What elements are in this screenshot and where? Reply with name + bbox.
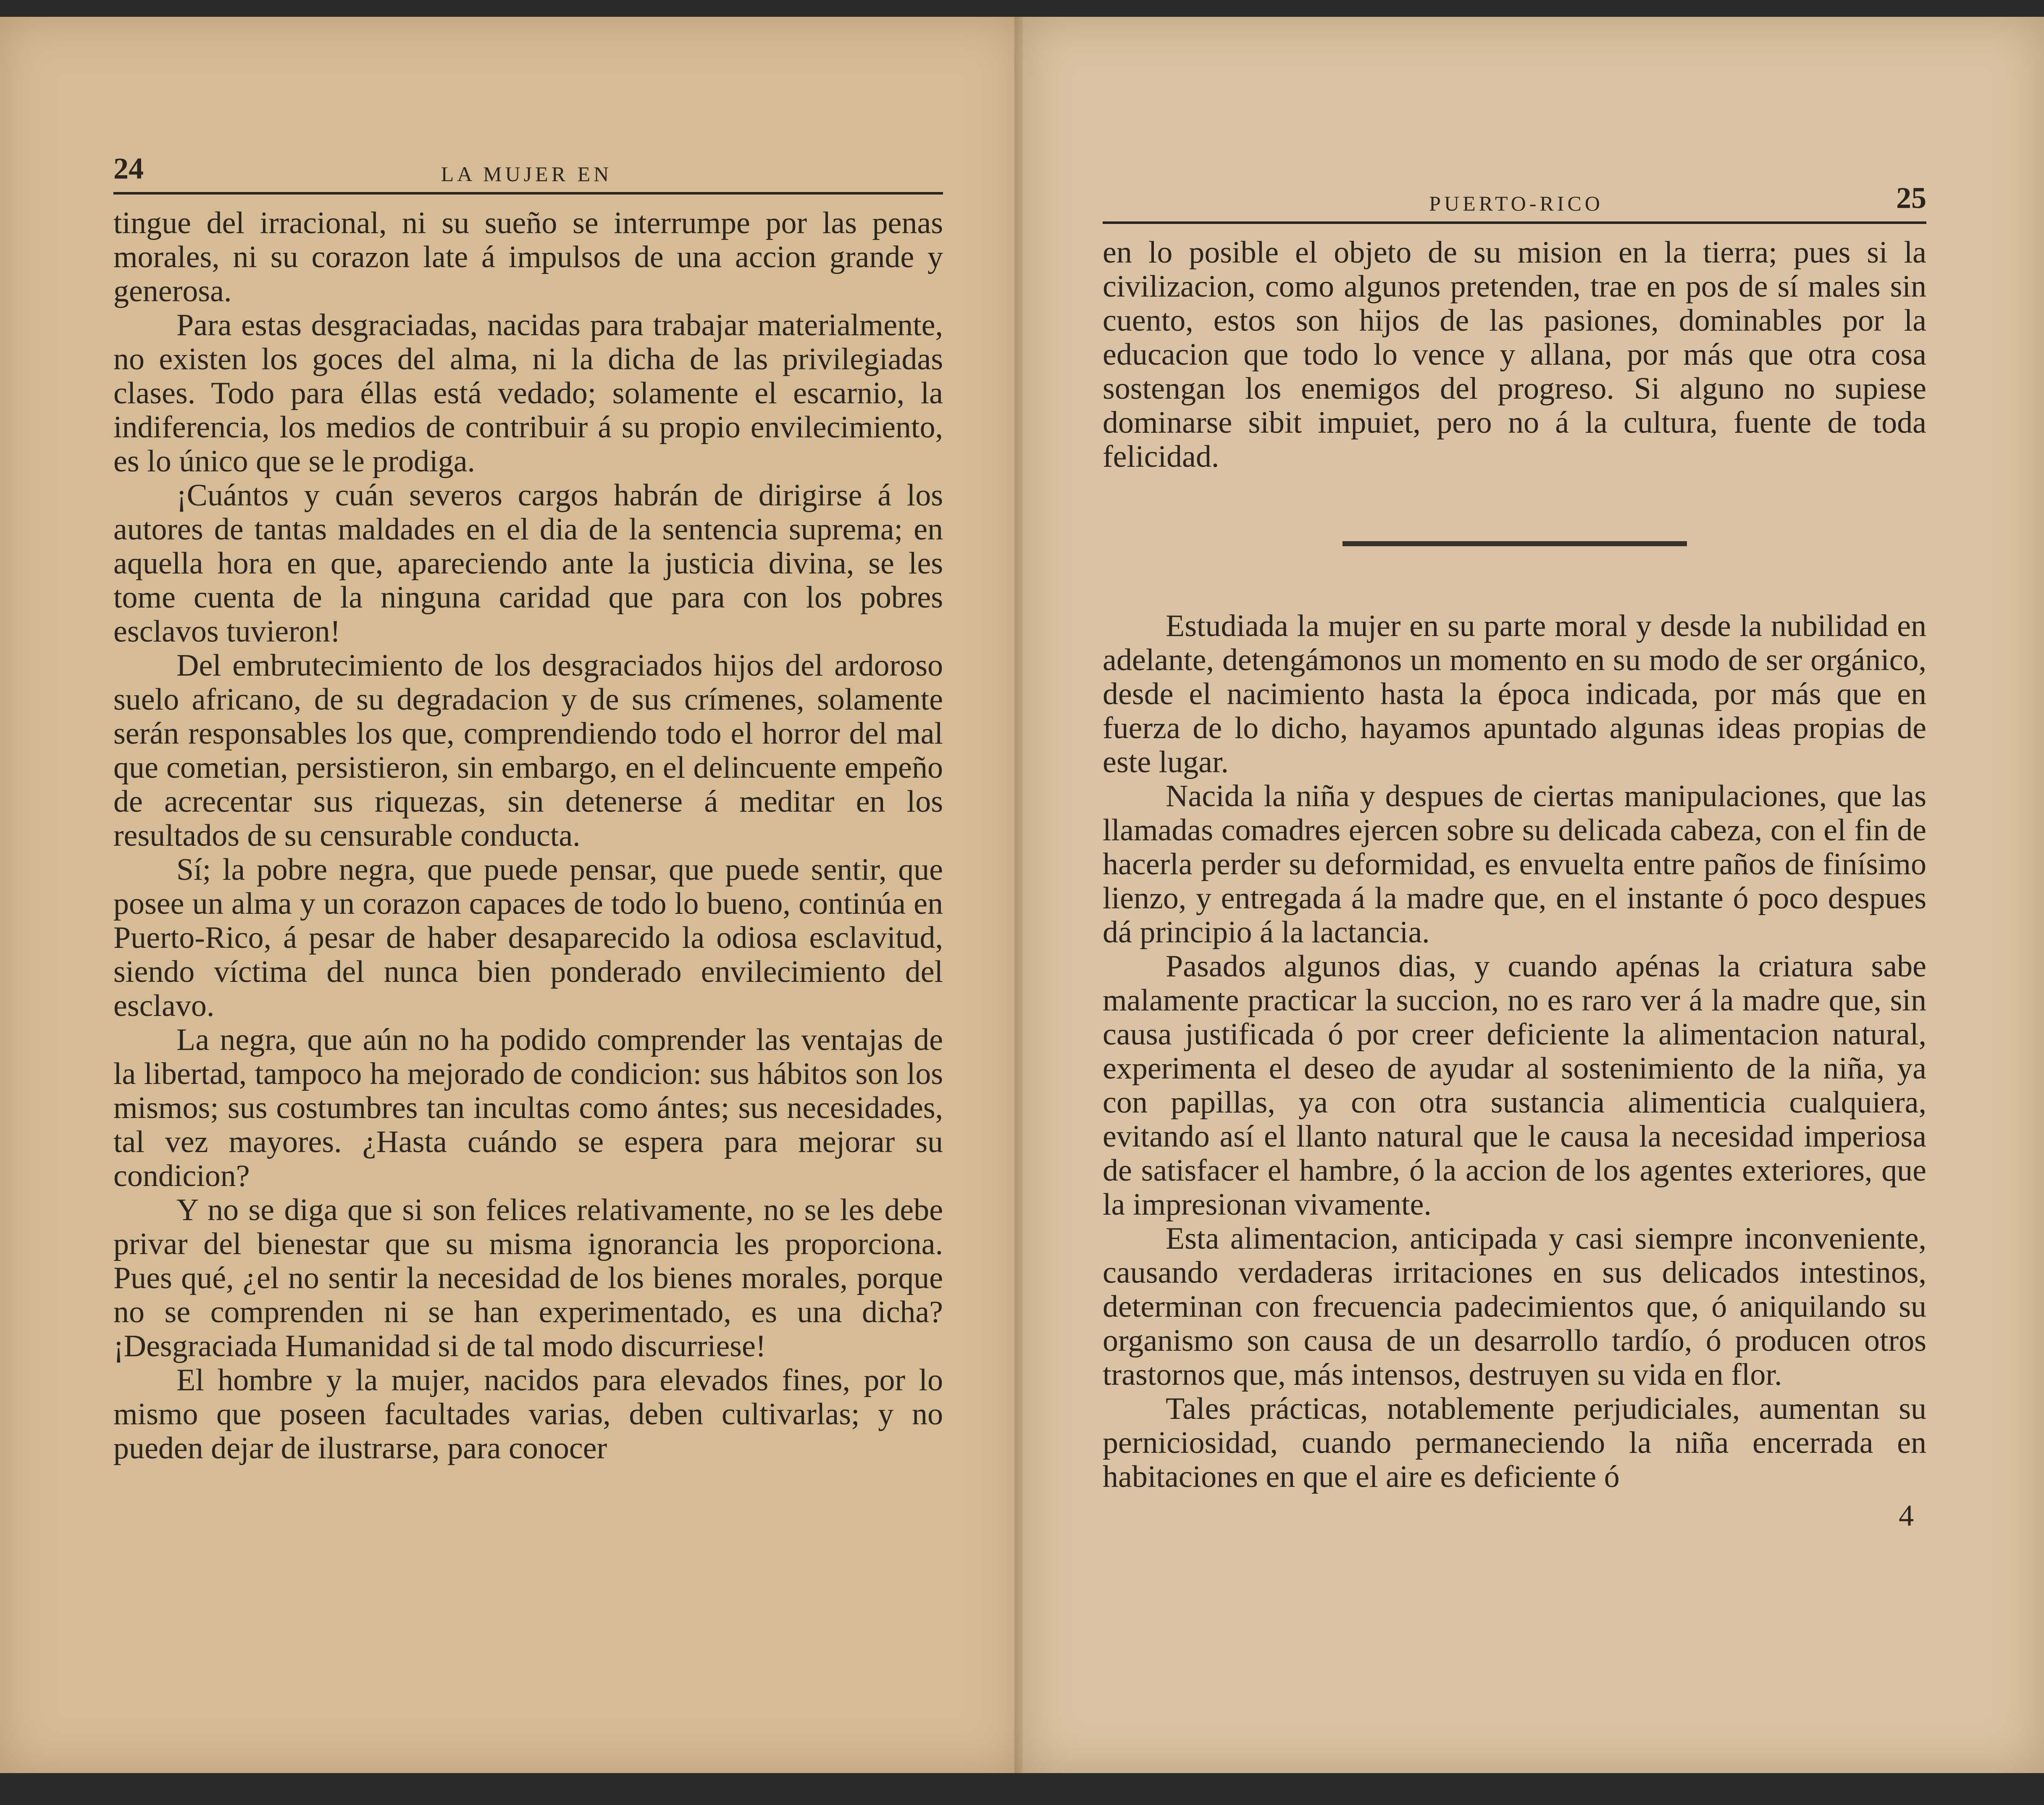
right-paragraph: Nacida la niña y despues de ciertas manipulaciones, que las llamadas comadres ejercen sobre su delicada cabeza, con el fin de hacerla perder su deformidad, es envuelta entre paños de finísimo lienzo, y entregada á la madre que, en el instante ó poco despues dá principio á la lactancia. [1103, 779, 1926, 950]
right-page [1023, 17, 2044, 1773]
section-divider [1343, 541, 1687, 546]
left-paragraph: Y no se diga que si son felices relativamente, no se les debe privar del bienestar que su misma ignorancia les proporciona. Pues qué, ¿el no sentir la necesidad de los bienes morales, porque no se comprenden ni se han experimentado, es una dicha? ¡Desgraciada Humanidad si de tal modo discurriese! [113, 1193, 943, 1363]
right-paragraph: Esta alimentacion, anticipada y casi siempre inconveniente, causando verdaderas irritaciones en sus delicados intestinos, determinan con frecuencia padecimientos que, ó aniquilando su organismo son causa de un desarrollo tardío, ó producen otros trastornos que, más intensos, destruyen su vida en flor. [1103, 1221, 1926, 1392]
right-running-head [1103, 181, 1926, 224]
left-paragraph: Para estas desgraciadas, nacidas para trabajar materialmente, no existen los goces del alma, ni la dicha de las privilegiadas clases. Todo para éllas está vedado; solamente el escarnio, la indiferencia, los medios de contribuir á su propio envilecimiento, es lo único que se le prodiga. [113, 308, 943, 479]
left-page-number: 24 [113, 152, 144, 185]
left-paragraph: Sí; la pobre negra, que puede pensar, que puede sentir, que posee un alma y un corazon capaces de todo lo bueno, continúa en Puerto-Rico, á pesar de haber desaparecido la odiosa esclavitud, siendo víctima del nunca bien ponderado envilecimiento del esclavo. [113, 853, 943, 1023]
left-paragraph: La negra, que aún no ha podido comprender las ventajas de la libertad, tampoco ha mejorado de condicion: sus hábitos son los mismos; sus costumbres tan incultas como ántes; sus necesidades, tal vez mayores. ¿Hasta cuándo se espera para mejorar su condicion? [113, 1023, 943, 1193]
right-paragraph: Estudiada la mujer en su parte moral y desde la nubilidad en adelante, detengámonos un momento en su modo de ser orgánico, desde el nacimiento hasta la época indicada, por más que en fuerza de lo dicho, hayamos apuntado algunas ideas propias de este lugar. [1103, 609, 1926, 779]
right-paragraph: Pasados algunos dias, y cuando apénas la criatura sabe malamente practicar la succion, no es raro ver á la madre que, sin causa justificada ó por creer deficiente la alimentacion natural, experimenta el deseo de ayudar al sostenimiento de la niña, ya con papillas, ya con otra sustancia alimenticia cualquiera, evitando así el llanto natural que le causa la necesidad imperiosa de satisfacer el hambre, ó la accion de los agentes exteriores, que la impresionan vivamente. [1103, 949, 1926, 1222]
left-page [0, 17, 1023, 1773]
left-paragraph: Del embrutecimiento de los desgraciados hijos del ardoroso suelo africano, de su degradacion y de sus crímenes, solamente serán responsables los que, comprendiendo todo el horror del mal que cometian, persistieron, sin embargo, en el delincuente empeño de acrecentar sus riquezas, sin detenerse á meditar en los resultados de su censurable conducta. [113, 648, 943, 853]
left-paragraph: ¡Cuántos y cuán severos cargos habrán de dirigirse á los autores de tantas maldades en el dia de la sentencia suprema; en aquella hora en que, apareciendo ante la justicia divina, se les tome cuenta de la ninguna caridad que para con los pobres esclavos tuvieron! [113, 478, 943, 649]
left-paragraph: El hombre y la mujer, nacidos para elevados fines, por lo mismo que poseen facultades varias, deben cultivarlas; y no pueden dejar de ilustrarse, para conocer [113, 1363, 943, 1466]
left-running-head [113, 151, 943, 195]
right-top-paragraph: en lo posible el objeto de su mision en la tierra; pues si la civilizacion, como algunos pretenden, trae en pos de sí males sin cuento, estos son hijos de las pasiones, dominables por la educacion que todo lo vence y allana, por más que otra cosa sostengan los enemigos del progreso. Si alguno no supiese dominarse sibit impuiet, pero no á la cultura, fuente de toda felicidad. [1103, 235, 1926, 474]
signature-mark: 4 [1899, 1499, 1914, 1532]
left-running-title: LA MUJER EN [441, 162, 612, 186]
left-paragraph: tingue del irracional, ni su sueño se interrumpe por las penas morales, ni su corazon late á impulsos de una accion grande y generosa. [113, 206, 943, 308]
right-page-number: 25 [1896, 181, 1926, 215]
right-running-title: PUERTO-RICO [1429, 192, 1603, 215]
right-paragraph: Tales prácticas, notablemente perjudiciales, aumentan su perniciosidad, cuando permaneciendo la niña encerrada en habitaciones en que el aire es deficiente ó [1103, 1392, 1926, 1494]
